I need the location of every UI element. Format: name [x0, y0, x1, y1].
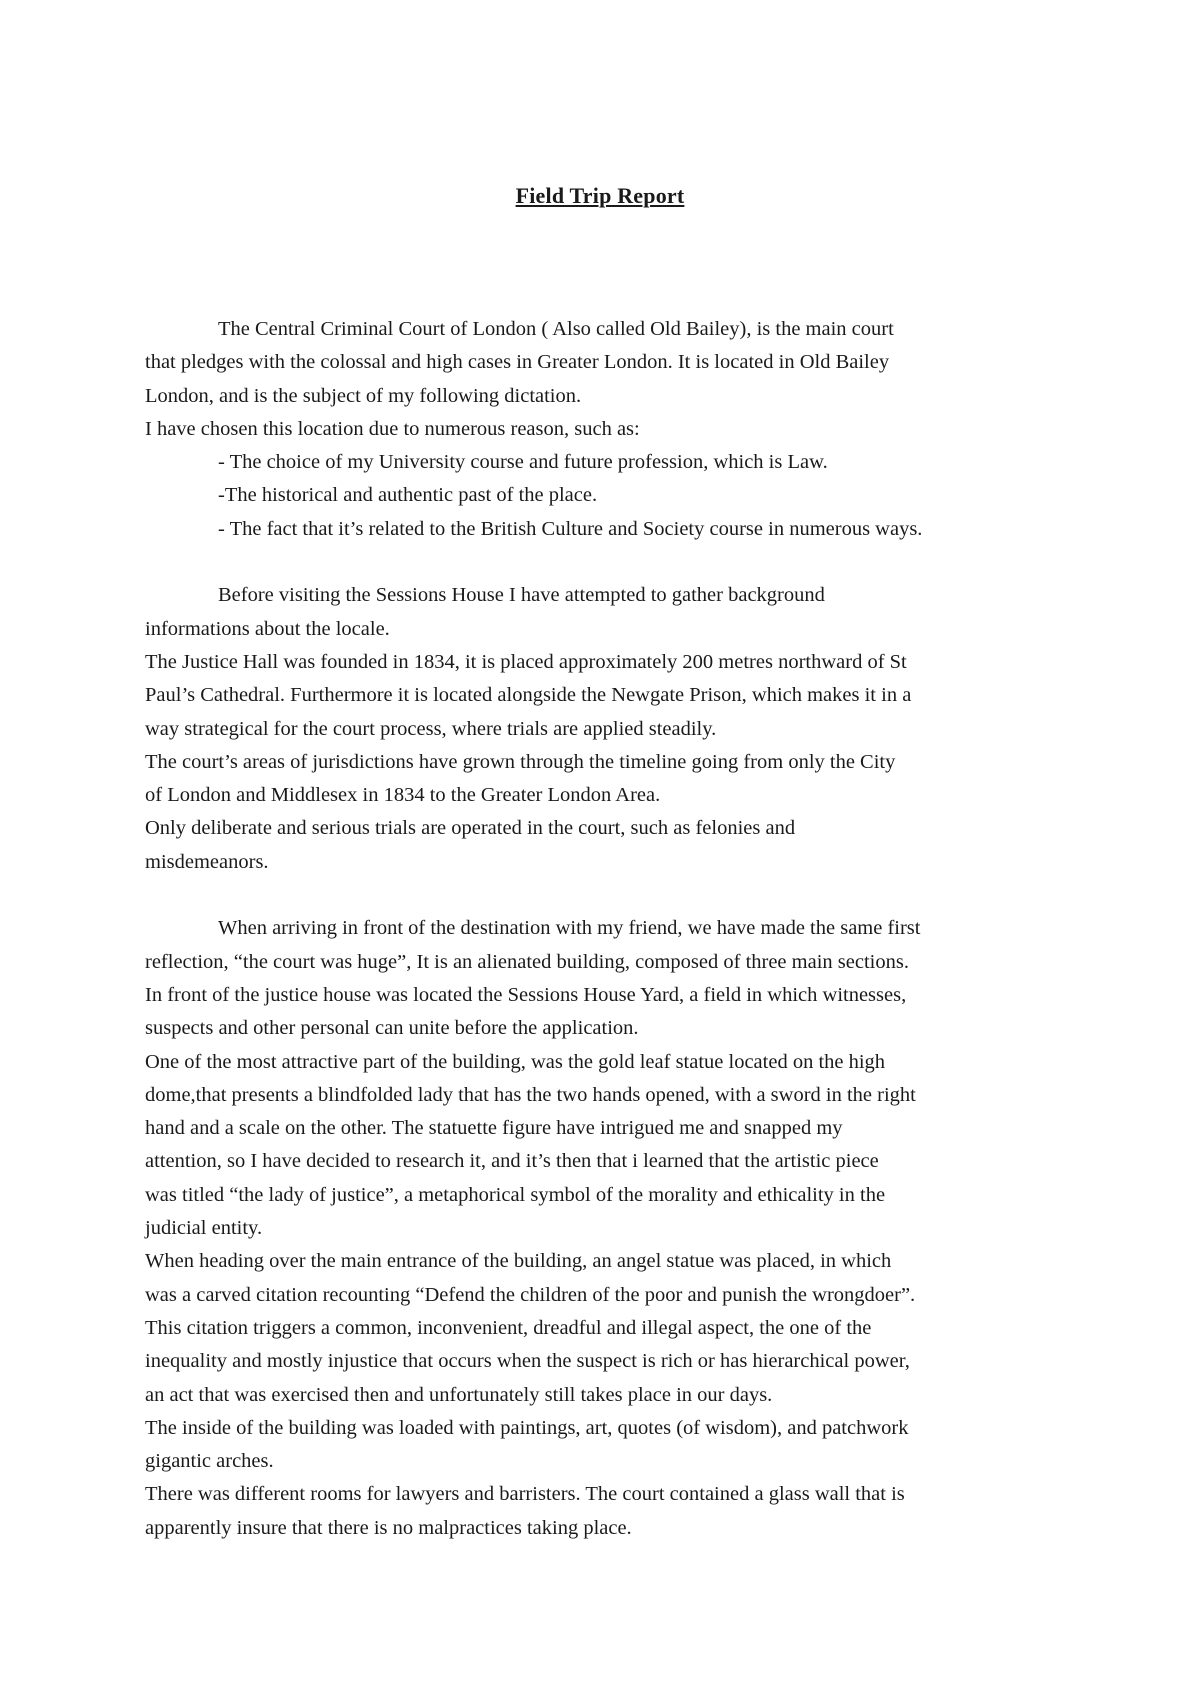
paragraph-line: misdemeanors.: [145, 850, 269, 873]
paragraph-line: inequality and mostly injustice that occurs when the suspect is rich or has hierarchical power,: [145, 1350, 910, 1373]
paragraph-line: There was different rooms for lawyers and barristers. The court contained a glass wall that is: [145, 1483, 905, 1506]
paragraph-line: dome,that presents a blindfolded lady that has the two hands opened, with a sword in the right: [145, 1083, 916, 1106]
paragraph-line: hand and a scale on the other. The statuette figure have intrigued me and snapped my: [145, 1117, 843, 1140]
paragraph-line: Before visiting the Sessions House I have attempted to gather background: [218, 584, 825, 607]
paragraph-line: judicial entity.: [145, 1217, 263, 1240]
paragraph-line: gigantic arches.: [145, 1450, 274, 1473]
paragraph-line: reflection, “the court was huge”, It is an alienated building, composed of three main sections.: [145, 950, 909, 973]
paragraph-line: When heading over the main entrance of the building, an angel statue was placed, in which: [145, 1250, 892, 1273]
paragraph-line: of London and Middlesex in 1834 to the Greater London Area.: [145, 784, 661, 807]
paragraph-line: The Justice Hall was founded in 1834, it is placed approximately 200 metres northward of St: [145, 650, 907, 673]
paragraph-line: This citation triggers a common, inconvenient, dreadful and illegal aspect, the one of the: [145, 1316, 872, 1339]
report-title: Field Trip Report: [515, 183, 685, 208]
paragraph-line: London, and is the subject of my following dictation.: [145, 384, 582, 407]
paragraph-line: that pledges with the colossal and high cases in Greater London. It is located in Old Bailey: [145, 351, 890, 374]
list-item: -The historical and authentic past of the place.: [218, 484, 598, 507]
paragraph-gap: [145, 879, 1075, 912]
paragraph-line: suspects and other personal can unite before the application.: [145, 1017, 639, 1040]
report-body: [145, 313, 1075, 1545]
paragraph-line: In front of the justice house was located the Sessions House Yard, a field in which witnesses,: [145, 983, 907, 1006]
paragraph-line: One of the most attractive part of the building, was the gold leaf statue located on the high: [145, 1050, 886, 1073]
paragraph-gap: [145, 546, 1075, 579]
paragraph-line: apparently insure that there is no malpractices taking place.: [145, 1516, 632, 1539]
paragraph-line: I have chosen this location due to numerous reason, such as:: [145, 417, 640, 440]
paragraph-line: The court’s areas of jurisdictions have grown through the timeline going from only the City: [145, 750, 896, 773]
paragraph-line: The Central Criminal Court of London ( Also called Old Bailey), is the main court: [218, 318, 894, 340]
paragraph-line: attention, so I have decided to research it, and it’s then that i learned that the artistic piece: [145, 1150, 879, 1173]
paragraph-line: The inside of the building was loaded with paintings, art, quotes (of wisdom), and patchwork: [145, 1416, 909, 1439]
paragraph-line: an act that was exercised then and unfortunately still takes place in our days.: [145, 1383, 773, 1406]
paragraph-line: was a carved citation recounting “Defend the children of the poor and punish the wrongdoer”.: [145, 1283, 916, 1306]
paragraph-line: informations about the locale.: [145, 617, 390, 640]
paragraph-line: was titled “the lady of justice”, a metaphorical symbol of the morality and ethicality in the: [145, 1183, 886, 1206]
list-item: - The fact that it’s related to the British Culture and Society course in numerous ways.: [218, 517, 923, 540]
paragraph-line: Paul’s Cathedral. Furthermore it is located alongside the Newgate Prison, which makes it in a: [145, 684, 912, 707]
paragraph-line: Only deliberate and serious trials are operated in the court, such as felonies and: [145, 817, 796, 840]
paragraph-line: way strategical for the court process, where trials are applied steadily.: [145, 717, 717, 740]
paragraph-line: When arriving in front of the destination with my friend, we have made the same first: [218, 917, 921, 940]
list-item: - The choice of my University course and future profession, which is Law.: [218, 451, 828, 474]
